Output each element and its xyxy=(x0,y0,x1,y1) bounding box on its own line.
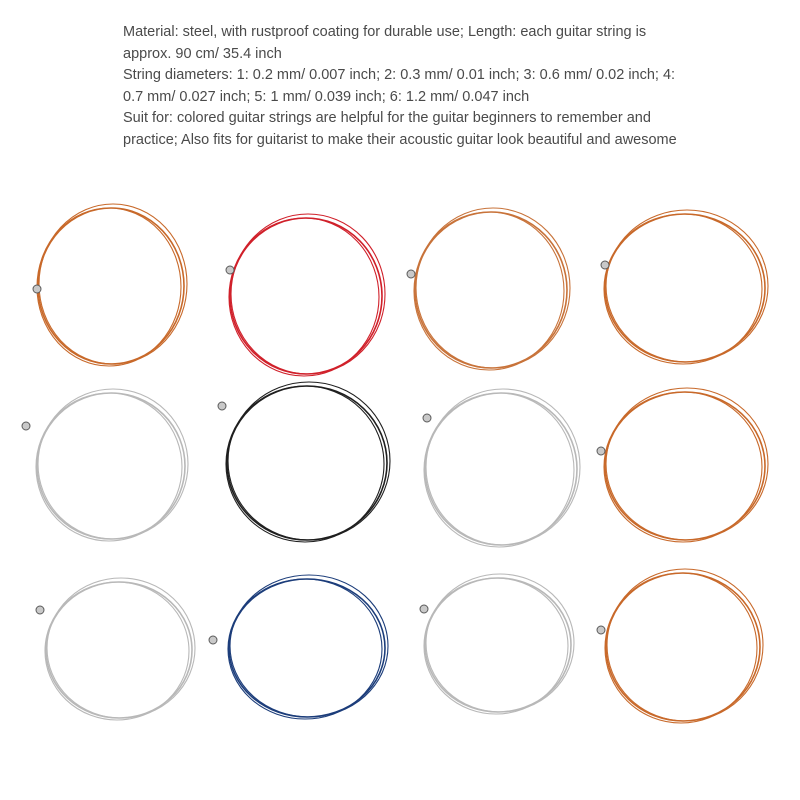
ball-end-icon xyxy=(597,447,605,455)
description-line: 0.7 mm/ 0.027 inch; 5: 1 mm/ 0.039 inch; 6: 1.2 mm/ 0.047 inch xyxy=(123,88,530,105)
guitar-string-coil xyxy=(597,388,768,542)
description-line: String diameters: 1: 0.2 mm/ 0.007 inch; 2: 0.3 mm/ 0.01 inch; 3: 0.6 mm/ 0.02 inch; 4: xyxy=(123,67,676,83)
guitar-string-coil xyxy=(407,208,570,370)
ball-end-icon xyxy=(423,414,431,422)
ball-end-icon xyxy=(601,261,609,269)
guitar-string-coil xyxy=(33,204,187,366)
ball-end-icon xyxy=(597,626,605,634)
ball-end-icon xyxy=(33,285,41,293)
description-line: Suit for: colored guitar strings are helpful for the guitar beginners to remember and xyxy=(123,110,651,126)
description-line: practice; Also fits for guitarist to make their acoustic guitar look beautiful and awesome xyxy=(123,131,677,148)
description-line: Material: steel, with rustproof coating for durable use; Length: each guitar string is xyxy=(123,24,647,40)
guitar-string-coil xyxy=(601,210,768,364)
ball-end-icon xyxy=(226,266,234,274)
guitar-string-coil xyxy=(22,389,188,541)
ball-end-icon xyxy=(209,636,217,644)
guitar-string-coil xyxy=(218,382,390,542)
ball-end-icon xyxy=(407,270,415,278)
ball-end-icon xyxy=(218,402,226,410)
ball-end-icon xyxy=(36,606,44,614)
guitar-string-coil xyxy=(209,575,388,719)
guitar-string-coil xyxy=(597,569,763,723)
ball-end-icon xyxy=(420,605,428,613)
guitar-string-coil xyxy=(36,578,195,720)
description-line: approx. 90 cm/ 35.4 inch xyxy=(123,45,282,62)
ball-end-icon xyxy=(22,422,30,430)
guitar-string-coil xyxy=(226,214,385,376)
guitar-string-coil xyxy=(420,574,574,714)
guitar-string-coil xyxy=(423,389,580,547)
